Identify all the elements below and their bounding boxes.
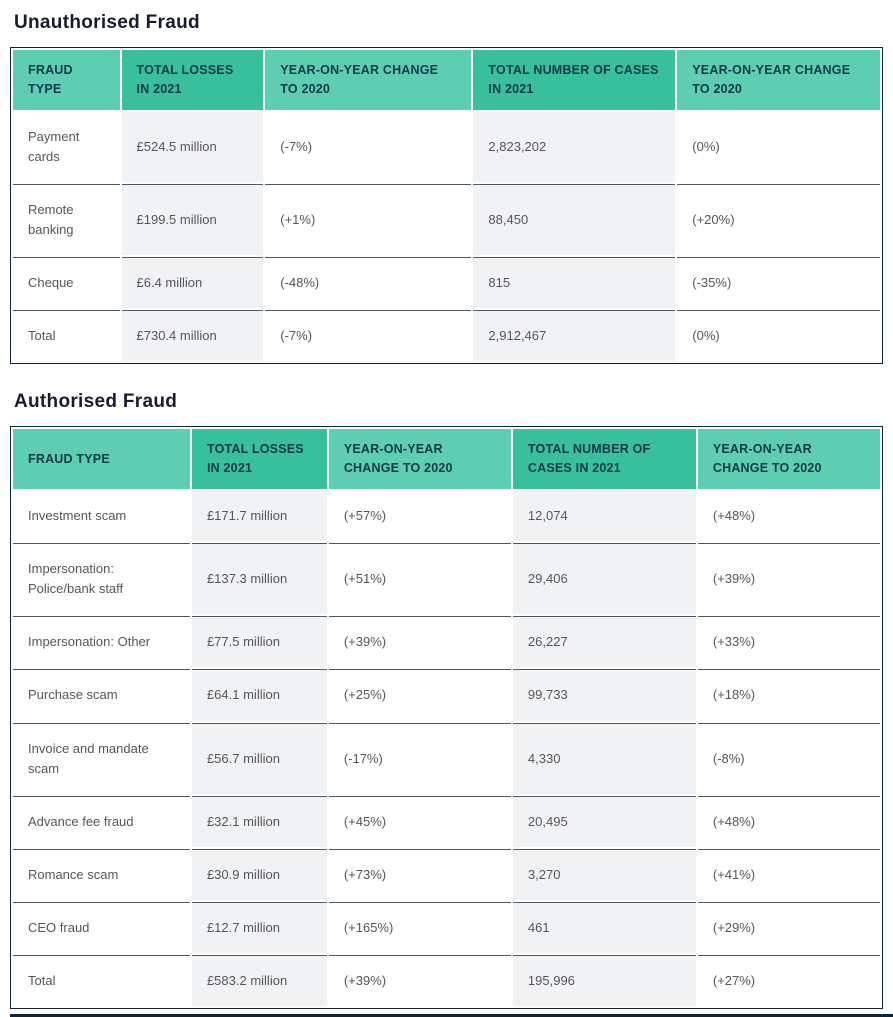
fraud-type-cell: Cheque: [13, 257, 120, 308]
table-row: [13, 184, 880, 255]
fraud-type-cell: Impersonation: Police/bank staff: [13, 543, 190, 614]
fraud-type-cell: CEO fraud: [13, 902, 190, 953]
value-cell: (+25%): [329, 669, 511, 720]
value-cell: (+33%): [698, 616, 880, 667]
column-header: YEAR-ON-YEAR CHANGE TO 2020: [329, 429, 511, 489]
value-cell: 12,074: [513, 491, 696, 541]
value-cell: 195,996: [513, 955, 696, 1006]
column-header: TOTAL LOSSES IN 2021: [192, 429, 327, 489]
fraud-type-cell: Romance scam: [13, 849, 190, 900]
column-header: TOTAL NUMBER OF CASES IN 2021: [473, 50, 675, 110]
table-row: [13, 257, 880, 308]
value-cell: (-8%): [698, 723, 880, 794]
table-row: [13, 112, 880, 182]
value-cell: (+48%): [698, 491, 880, 541]
value-cell: 4,330: [513, 723, 696, 794]
fraud-table: [10, 47, 883, 364]
section-title: Authorised Fraud: [14, 391, 178, 413]
table-row: [13, 310, 880, 361]
table-row: [13, 491, 880, 541]
value-cell: £30.9 million: [192, 849, 327, 900]
fraud-type-cell: Total: [13, 310, 120, 361]
value-cell: (-48%): [265, 257, 471, 308]
value-cell: (-7%): [265, 310, 471, 361]
value-cell: £199.5 million: [122, 184, 264, 255]
value-cell: 3,270: [513, 849, 696, 900]
fraud-section: [10, 391, 883, 1009]
value-cell: £77.5 million: [192, 616, 327, 667]
section-title: Unauthorised Fraud: [14, 12, 200, 33]
value-cell: 99,733: [513, 669, 696, 720]
value-cell: 20,495: [513, 796, 696, 847]
value-cell: (+165%): [329, 902, 511, 953]
table-row: [13, 902, 880, 953]
value-cell: 461: [513, 902, 696, 953]
table-row: [13, 796, 880, 847]
fraud-section: [10, 0, 883, 364]
value-cell: (+18%): [698, 669, 880, 720]
value-cell: (+41%): [698, 849, 880, 900]
column-header: TOTAL LOSSES IN 2021: [122, 50, 264, 110]
value-cell: £171.7 million: [192, 491, 327, 541]
value-cell: £56.7 million: [192, 723, 327, 794]
value-cell: (+57%): [329, 491, 511, 541]
column-header: YEAR-ON-YEAR CHANGE TO 2020: [698, 429, 880, 489]
header-row: [13, 50, 880, 110]
value-cell: 26,227: [513, 616, 696, 667]
value-cell: (0%): [677, 310, 880, 361]
value-cell: £32.1 million: [192, 796, 327, 847]
value-cell: £583.2 million: [192, 955, 327, 1006]
column-header: YEAR-ON-YEAR CHANGE TO 2020: [677, 50, 880, 110]
column-header: TOTAL NUMBER OF CASES IN 2021: [513, 429, 696, 489]
table-row: [13, 723, 880, 794]
column-header: FRAUD TYPE: [13, 50, 120, 110]
fraud-type-cell: Impersonation: Other: [13, 616, 190, 667]
column-header: YEAR-ON-YEAR CHANGE TO 2020: [265, 50, 471, 110]
table-row: [13, 955, 880, 1006]
value-cell: (-7%): [265, 112, 471, 182]
sections-container: [10, 0, 883, 1009]
value-cell: 815: [473, 257, 675, 308]
value-cell: (+48%): [698, 796, 880, 847]
value-cell: (+39%): [329, 616, 511, 667]
value-cell: (+29%): [698, 902, 880, 953]
table-row: [13, 669, 880, 720]
value-cell: (+73%): [329, 849, 511, 900]
value-cell: (+51%): [329, 543, 511, 614]
value-cell: £12.7 million: [192, 902, 327, 953]
fraud-table: [10, 426, 883, 1009]
table-row: [13, 849, 880, 900]
value-cell: 29,406: [513, 543, 696, 614]
value-cell: (+20%): [677, 184, 880, 255]
value-cell: (+1%): [265, 184, 471, 255]
table-row: [13, 616, 880, 667]
value-cell: (+45%): [329, 796, 511, 847]
column-header: FRAUD TYPE: [13, 429, 190, 489]
value-cell: (+39%): [698, 543, 880, 614]
value-cell: £6.4 million: [122, 257, 264, 308]
fraud-type-cell: Purchase scam: [13, 669, 190, 720]
value-cell: (-17%): [329, 723, 511, 794]
table-row: [13, 543, 880, 614]
header-row: [13, 429, 880, 489]
value-cell: £64.1 million: [192, 669, 327, 720]
fraud-type-cell: Remote banking: [13, 184, 120, 255]
value-cell: £137.3 million: [192, 543, 327, 614]
value-cell: £524.5 million: [122, 112, 264, 182]
value-cell: 2,912,467: [473, 310, 675, 361]
value-cell: (+27%): [698, 955, 880, 1006]
fraud-type-cell: Investment scam: [13, 491, 190, 541]
value-cell: (+39%): [329, 955, 511, 1006]
value-cell: 2,823,202: [473, 112, 675, 182]
value-cell: 88,450: [473, 184, 675, 255]
value-cell: (-35%): [677, 257, 880, 308]
fraud-type-cell: Payment cards: [13, 112, 120, 182]
value-cell: (0%): [677, 112, 880, 182]
value-cell: £730.4 million: [122, 310, 264, 361]
fraud-type-cell: Invoice and mandate scam: [13, 723, 190, 794]
fraud-type-cell: Total: [13, 955, 190, 1006]
fraud-type-cell: Advance fee fraud: [13, 796, 190, 847]
